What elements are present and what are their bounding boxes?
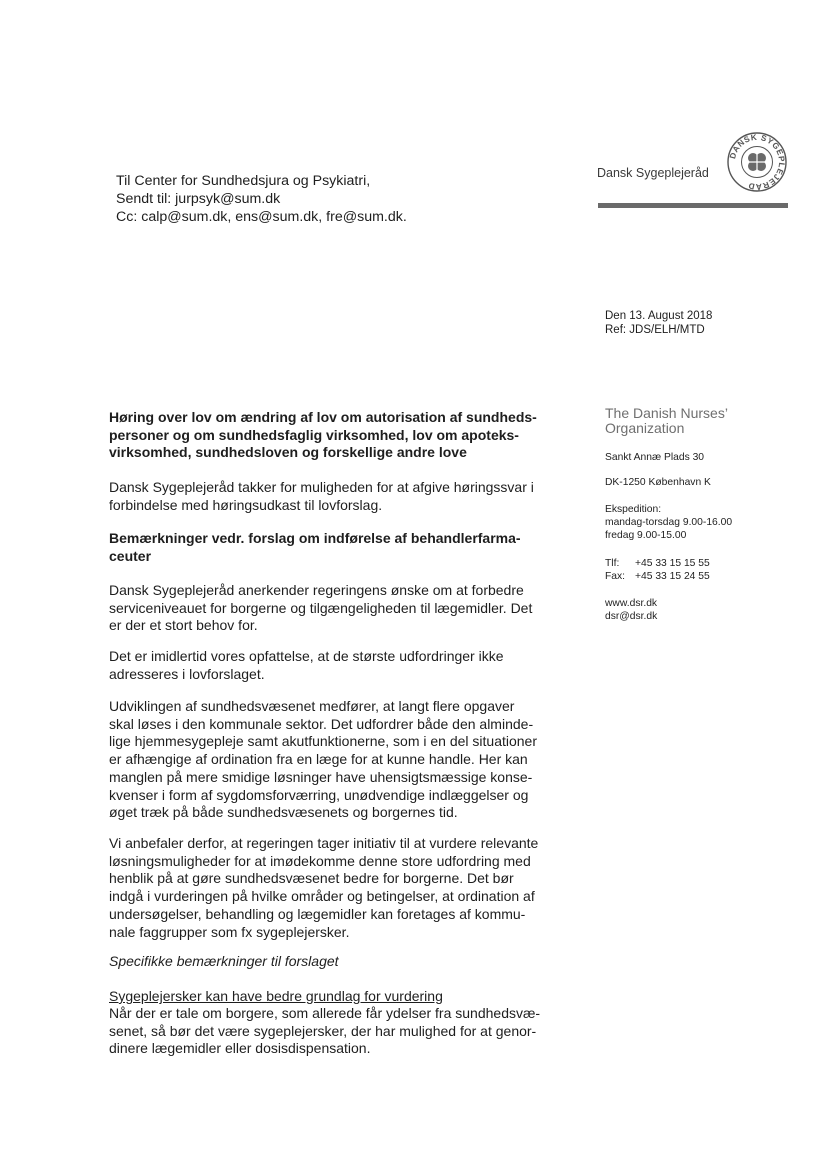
hours-fri: fredag 9.00-15.00 xyxy=(605,530,687,541)
letterhead-org-name: Dansk Sygeplejeråd xyxy=(597,166,709,180)
letter-title xyxy=(109,409,559,462)
phone-number: +45 33 15 15 55 xyxy=(635,558,710,569)
section-heading-remarks xyxy=(109,530,559,565)
subsection-heading: Sygeplejersker kan have bedre grundlag for vurdering xyxy=(109,988,443,1004)
letterhead-rule xyxy=(598,203,788,208)
org-name-english-line2: Organization xyxy=(605,420,685,436)
paragraph-opinion xyxy=(109,648,559,683)
recipient-block xyxy=(116,172,407,226)
fax-row xyxy=(605,570,710,583)
letter-date: Den 13. August 2018 xyxy=(605,310,713,322)
paragraph-acknowledgement xyxy=(109,582,559,635)
opening-hours-block xyxy=(605,503,732,542)
paragraph-line: serviceniveauet for borgerne og tilgængeligheden til lægemidler. Det xyxy=(109,599,533,616)
website-link[interactable]: www.dsr.dk xyxy=(605,598,658,609)
date-ref-block xyxy=(605,309,712,337)
email-link[interactable]: dsr@dsr.dk xyxy=(605,611,658,622)
paragraph-line: lige hjemmesygepleje samt akutfunktionerne, som i en del situationer xyxy=(109,733,538,750)
svg-text:DANSK SYGEPLEJERÅD: DANSK SYGEPLEJERÅD xyxy=(728,132,787,192)
organization-seal-logo xyxy=(726,131,788,193)
paragraph-line: Udviklingen af sundhedsvæsenet medfører, at langt flere opgaver xyxy=(109,698,515,714)
expedition-label: Ekspedition: xyxy=(605,504,662,515)
address-street: Sankt Annæ Plads 30 xyxy=(605,452,705,463)
paragraph-line: forbindelse med høringsudkast til lovforslag. xyxy=(109,496,383,513)
address-city: DK-1250 København K xyxy=(605,477,711,488)
web-email-block xyxy=(605,597,657,623)
phone-row xyxy=(605,557,710,570)
fax-label: Fax: xyxy=(605,571,626,582)
paragraph-line: er der et stort behov for. xyxy=(109,617,258,634)
paragraph-line: skal løses i den kommunale sektor. Det udfordrer både den alminde- xyxy=(109,715,534,732)
paragraph-line: Dansk Sygeplejeråd anerkender regeringens ønske om at forbedre xyxy=(109,582,524,598)
paragraph-line: indgå i vurderingen på hvilke områder og betingelser, at ordination af xyxy=(109,888,535,905)
recipient-sent-to: Sendt til: jurpsyk@sum.dk xyxy=(116,191,281,207)
paragraph-line: nale faggrupper som fx sygeplejersker. xyxy=(109,923,350,940)
paragraph-line: manglen på mere smidige løsninger have uhensigtsmæssige konse- xyxy=(109,768,533,785)
phone-label: Tlf: xyxy=(605,558,620,569)
paragraph-line: Når der er tale om borgere, som allerede får ydelser fra sundhedsvæ- xyxy=(109,1005,541,1021)
letter-title-line: Høring over lov om ændring af lov om autorisation af sundheds- xyxy=(109,409,537,425)
paragraph-line: undersøgelser, behandling og lægemidler kan foretages af kommu- xyxy=(109,905,526,922)
paragraph-line: senet, så bør det være sygeplejersker, der har mulighed for at genor- xyxy=(109,1022,537,1039)
org-name-english-line1: The Danish Nurses’ xyxy=(605,405,728,421)
letter-reference: Ref: JDS/ELH/MTD xyxy=(605,324,705,336)
paragraph-nurses xyxy=(109,1005,559,1058)
letter-title-line: virksomhed, sundhedsloven og forskellige andre love xyxy=(109,444,467,461)
section-heading-line: Bemærkninger vedr. forslag om indførelse af behandlerfarma- xyxy=(109,530,521,546)
paragraph-recommendation xyxy=(109,835,559,941)
paragraph-line: Vi anbefaler derfor, at regeringen tager initiativ til at vurdere relevante xyxy=(109,835,539,851)
paragraph-line: henblik på at gøre sundhedsvæsenet bedre for borgerne. Det bør xyxy=(109,870,514,887)
section-heading-line: ceuter xyxy=(109,547,152,564)
specific-remarks-heading: Specifikke bemærkninger til forslaget xyxy=(109,953,339,969)
hours-mon-thu: mandag-torsdag 9.00-16.00 xyxy=(605,517,733,528)
paragraph-line: øget træk på både sundhedsvæsenets og borgernes tid. xyxy=(109,804,458,821)
paragraph-line: adresseres i lovforslaget. xyxy=(109,665,265,682)
paragraph-line: Det er imidlertid vores opfattelse, at de største udfordringer ikke xyxy=(109,648,504,664)
paragraph-line: dinere lægemidler eller dosisdispensation. xyxy=(109,1040,371,1057)
recipient-cc: Cc: calp@sum.dk, ens@sum.dk, fre@sum.dk. xyxy=(116,209,407,225)
paragraph-intro xyxy=(109,479,559,514)
phone-fax-block xyxy=(605,557,710,583)
paragraph-development xyxy=(109,698,559,822)
paragraph-line: er afhængige af ordination fra en læge for at kunne handle. Her kan xyxy=(109,751,528,768)
paragraph-line: løsningsmuligheder for at imødekomme denne store udfordring med xyxy=(109,852,531,869)
org-name-english xyxy=(605,406,728,436)
paragraph-line: kvenser i form af sygdomsforværring, unødvendige indlæggelser og xyxy=(109,786,529,803)
recipient-to: Til Center for Sundhedsjura og Psykiatri, xyxy=(116,173,371,189)
letter-title-line: personer og om sundhedsfaglig virksomhed, lov om apoteks- xyxy=(109,426,519,443)
four-leaf-clover-icon xyxy=(726,131,788,193)
fax-number: +45 33 15 24 55 xyxy=(635,571,710,582)
paragraph-line: Dansk Sygeplejeråd takker for muligheden for at afgive høringssvar i xyxy=(109,479,534,495)
